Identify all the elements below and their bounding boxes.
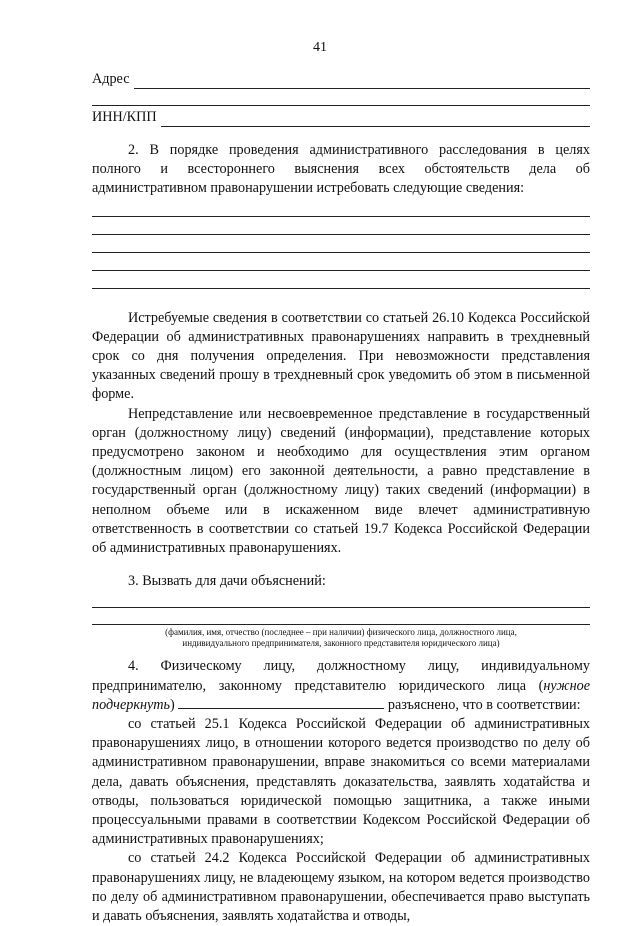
section-4-text-c: разъяснено, что в соответствии: xyxy=(384,696,581,713)
article-24-2-paragraph: со статьей 24.2 Кодекса Российской Федерации об административных правонарушениях лицу, не владеющему языком, на котором ведется производство по делу об административном правонарушении, обеспечивается право выступать и давать объяснения, заявлять ходатайства и отводы, xyxy=(92,850,590,925)
section-4-text xyxy=(92,657,590,715)
address-field xyxy=(92,68,590,89)
inn-label: ИНН/КПП xyxy=(92,108,157,125)
address-line xyxy=(134,73,590,89)
address-label: Адрес xyxy=(92,70,130,87)
section-3-text: 3. Вызвать для дачи объяснений: xyxy=(128,573,326,590)
address-line-2 xyxy=(92,89,590,106)
blank-line xyxy=(92,217,590,235)
inn-line xyxy=(161,111,590,127)
section-4-text-b: ) xyxy=(170,696,175,713)
inn-field xyxy=(92,106,590,127)
summon-caption xyxy=(92,627,590,649)
blank-line xyxy=(92,253,590,271)
person-name-blank xyxy=(178,696,384,709)
summon-line-2 xyxy=(92,608,590,625)
document-content xyxy=(92,68,590,926)
blank-line xyxy=(92,271,590,289)
summon-caption-line-1: (фамилия, имя, отчество (последнее – при наличии) физического лица, должностного лица, xyxy=(165,627,517,638)
requested-info-paragraph-1: Истребуемые сведения в соответствии со статьей 26.10 Кодекса Российской Федерации об административных правонарушениях направить в трехдневный срок со дня получения определения. При невозможности представления указанных сведений прошу в трехдневный срок уведомить об этом в письменной форме. xyxy=(92,309,590,403)
requested-info-lines xyxy=(92,199,590,289)
blank-line xyxy=(92,199,590,217)
section-4-italic: нужное подчеркнуть xyxy=(92,677,590,713)
summon-caption-line-2: индивидуального предпринимателя, законного представителя юридического лица) xyxy=(182,638,500,649)
page-number: 41 xyxy=(313,40,327,55)
article-25-1-paragraph: со статьей 25.1 Кодекса Российской Федерации об административных правонарушениях лицо, в отношении которого ведется производство по делу об административном правонарушении, вправе знакомиться со всеми материалами дела, давать объяснения, представлять доказательства, заявлять ходатайства и отводы, пользоваться юридической помощью защитника, а также иными процессуальными правами в соответствии Кодексом Российской Федерации об административных правонарушениях; xyxy=(92,716,590,848)
blank-line xyxy=(92,235,590,253)
section-2-text: 2. В порядке проведения административного расследования в целях полного и всестороннего выяснения всех обстоятельств дела об административном правонарушении истребовать следующие сведения: xyxy=(92,142,590,197)
section-4-text-a: 4. Физическому лицу, должностному лицу, индивидуальному предпринимателю, законному представителю юридического лица ( xyxy=(92,658,590,694)
requested-info-paragraph-2: Непредставление или несвоевременное представление в государственный орган (должностному лицу) сведений (информации), представление которых предусмотрено законом и необходимо для осуществления этим органом (должностным лицом) его законной деятельности, а равно представление в государственный орган (должностному лицу) таких сведений (информации) в неполном объеме или в искаженном виде влечет административную ответственность в соответствии со статьей 19.7 Кодекса Российской Федерации об административных правонарушениях. xyxy=(92,405,590,557)
summon-line-1 xyxy=(92,591,590,608)
